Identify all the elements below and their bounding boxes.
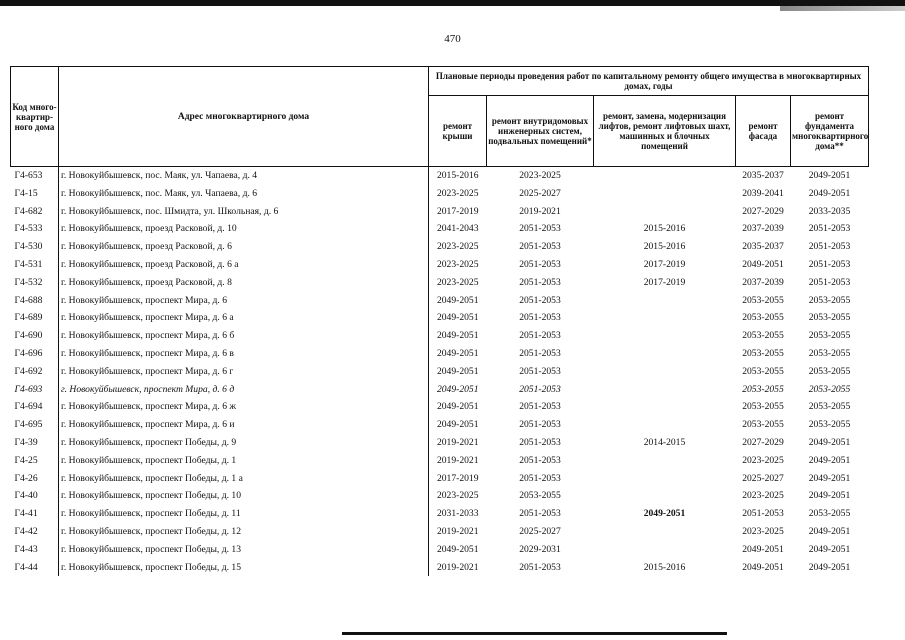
cell-elevator-period: [594, 309, 736, 327]
table-row: [11, 398, 869, 416]
cell-foundation-period: 2049-2051: [808, 525, 851, 537]
cell-engineering-period: 2051-2053: [519, 365, 561, 377]
table-row: [11, 238, 869, 256]
cell-facade-period: 2053-2055: [742, 365, 784, 377]
cell-address: г. Новокуйбышевск, проспект Победы, д. 15: [59, 559, 429, 577]
cell-house-code: Г4-695: [14, 419, 43, 431]
cell-facade-period: 2037-2039: [742, 276, 784, 288]
table-row: [11, 381, 869, 399]
table-row: [11, 434, 869, 452]
cell-foundation-period: 2053-2055: [808, 365, 851, 377]
header-planned-periods: Плановые периоды проведения работ по капитальному ремонту общего имущества в многоквартирных домах, годы: [429, 67, 869, 96]
cell-elevator-period: [594, 523, 736, 541]
cell-facade-period: 2037-2039: [742, 223, 784, 235]
cell-engineering-period: 2051-2053: [519, 223, 561, 235]
cell-engineering-period: 2051-2053: [519, 436, 561, 448]
cell-elevator-period: [594, 167, 736, 185]
cell-foundation-period: 2053-2055: [808, 330, 851, 342]
cell-house-code: Г4-39: [14, 436, 38, 448]
cell-address: г. Новокуйбышевск, проезд Расковой, д. 6 а: [59, 256, 429, 274]
table-row: [11, 345, 869, 363]
table-row: [11, 541, 869, 559]
cell-house-code: Г4-41: [14, 508, 38, 520]
table-row: [11, 220, 869, 238]
cell-engineering-period: 2029-2031: [519, 543, 561, 555]
cell-roof-period: 2049-2051: [429, 398, 487, 416]
cell-facade-period: 2035-2037: [742, 170, 784, 181]
cell-elevator-period: 2017-2019: [643, 258, 686, 270]
cell-house-code: Г4-689: [14, 312, 43, 324]
cell-roof-period: 2049-2051: [429, 541, 487, 559]
cell-house-code: Г4-15: [14, 187, 38, 199]
cell-elevator-period: [594, 327, 736, 345]
cell-roof-period: 2049-2051: [429, 327, 487, 345]
cell-roof-period: 2015-2016: [429, 167, 487, 185]
cell-engineering-period: 2053-2055: [519, 490, 561, 502]
table-row: [11, 505, 869, 523]
cell-engineering-period: 2025-2027: [519, 525, 561, 537]
cell-address: г. Новокуйбышевск, проспект Мира, д. 6 г: [59, 363, 429, 381]
header-facade-repair: ремонт фасада: [736, 96, 791, 167]
cell-foundation-period: 2033-2035: [808, 205, 851, 217]
cell-roof-period: 2031-2033: [429, 505, 487, 523]
cell-house-code: Г4-682: [14, 205, 43, 217]
cell-foundation-period: 2053-2055: [808, 383, 851, 395]
cell-elevator-period: [594, 203, 736, 221]
cell-elevator-period: [594, 398, 736, 416]
cell-elevator-period: [594, 416, 736, 434]
table-row: [11, 363, 869, 381]
cell-foundation-period: 2051-2053: [808, 258, 851, 270]
table-row: [11, 523, 869, 541]
cell-engineering-period: 2051-2053: [519, 312, 561, 324]
cell-engineering-period: 2051-2053: [519, 472, 561, 484]
cell-house-code: Г4-43: [14, 543, 38, 555]
cell-address: г. Новокуйбышевск, проспект Мира, д. 6: [59, 292, 429, 310]
cell-facade-period: 2049-2051: [742, 561, 784, 573]
cell-engineering-period: 2019-2021: [519, 205, 561, 217]
cell-elevator-period: [594, 185, 736, 203]
cell-foundation-period: 2051-2053: [808, 241, 851, 253]
table-row: [11, 167, 869, 185]
cell-foundation-period: 2049-2051: [808, 436, 851, 448]
cell-roof-period: 2023-2025: [429, 256, 487, 274]
cell-address: г. Новокуйбышевск, проспект Мира, д. 6 б: [59, 327, 429, 345]
cell-facade-period: 2053-2055: [742, 294, 784, 306]
cell-address: г. Новокуйбышевск, пос. Шмидта, ул. Школьная, д. 6: [59, 203, 429, 221]
cell-roof-period: 2017-2019: [429, 470, 487, 488]
cell-elevator-period: 2014-2015: [643, 436, 686, 448]
cell-house-code: Г4-26: [14, 472, 38, 484]
cell-engineering-period: 2051-2053: [519, 347, 561, 359]
table-row: [11, 452, 869, 470]
cell-roof-period: 2019-2021: [429, 559, 487, 577]
cell-address: г. Новокуйбышевск, пос. Маяк, ул. Чапаева, д. 4: [59, 167, 429, 185]
cell-address: г. Новокуйбышевск, проспект Победы, д. 1 а: [59, 470, 429, 488]
cell-house-code: Г4-696: [14, 347, 43, 359]
cell-engineering-period: 2051-2053: [519, 276, 561, 288]
page-number: 470: [444, 33, 461, 45]
cell-roof-period: 2049-2051: [429, 345, 487, 363]
cell-elevator-period: [594, 470, 736, 488]
cell-elevator-period: [594, 452, 736, 470]
header-foundation-repair: ремонт фундамента многоквартирного дома**: [791, 96, 869, 167]
top-scan-border-fade: [780, 6, 905, 11]
cell-address: г. Новокуйбышевск, проспект Победы, д. 1: [59, 452, 429, 470]
cell-house-code: Г4-690: [14, 330, 43, 342]
cell-foundation-period: 2053-2055: [808, 508, 851, 520]
cell-roof-period: 2023-2025: [429, 274, 487, 292]
cell-foundation-period: 2051-2053: [808, 276, 851, 288]
cell-facade-period: 2025-2027: [742, 472, 784, 484]
cell-engineering-period: 2051-2053: [519, 561, 561, 573]
cell-elevator-period: 2015-2016: [643, 223, 686, 235]
table-row: [11, 203, 869, 221]
cell-facade-period: 2035-2037: [742, 241, 784, 253]
cell-roof-period: 2017-2019: [429, 203, 487, 221]
cell-elevator-period: [594, 292, 736, 310]
cell-house-code: Г4-688: [14, 294, 43, 306]
cell-roof-period: 2019-2021: [429, 523, 487, 541]
cell-facade-period: 2023-2025: [742, 525, 784, 537]
table-row: [11, 470, 869, 488]
cell-facade-period: 2049-2051: [742, 258, 784, 270]
cell-facade-period: 2051-2053: [742, 508, 784, 520]
cell-roof-period: 2049-2051: [429, 416, 487, 434]
cell-foundation-period: 2049-2051: [808, 454, 851, 466]
table-row: [11, 274, 869, 292]
cell-elevator-period: [594, 541, 736, 559]
cell-elevator-period: 2049-2051: [643, 508, 686, 520]
cell-address: г. Новокуйбышевск, проспект Победы, д. 11: [59, 505, 429, 523]
cell-facade-period: 2053-2055: [742, 401, 784, 413]
cell-house-code: Г4-44: [14, 561, 38, 573]
cell-facade-period: 2023-2025: [742, 454, 784, 466]
cell-address: г. Новокуйбышевск, проспект Мира, д. 6 в: [59, 345, 429, 363]
cell-elevator-period: [594, 345, 736, 363]
cell-roof-period: 2023-2025: [429, 238, 487, 256]
cell-engineering-period: 2051-2053: [519, 401, 561, 413]
cell-address: г. Новокуйбышевск, проспект Победы, д. 10: [59, 487, 429, 505]
cell-roof-period: 2049-2051: [429, 381, 487, 399]
cell-roof-period: 2049-2051: [429, 309, 487, 327]
table-row: [11, 559, 869, 577]
top-scan-border: [0, 0, 905, 6]
cell-engineering-period: 2023-2025: [519, 170, 561, 181]
cell-address: г. Новокуйбышевск, проспект Мира, д. 6 и: [59, 416, 429, 434]
cell-facade-period: 2023-2025: [742, 490, 784, 502]
cell-roof-period: 2019-2021: [429, 434, 487, 452]
cell-foundation-period: 2053-2055: [808, 419, 851, 431]
cell-engineering-period: 2051-2053: [519, 454, 561, 466]
cell-foundation-period: 2053-2055: [808, 312, 851, 324]
cell-address: г. Новокуйбышевск, пос. Маяк, ул. Чапаева, д. 6: [59, 185, 429, 203]
cell-foundation-period: 2053-2055: [808, 347, 851, 359]
cell-house-code: Г4-692: [14, 365, 43, 377]
cell-house-code: Г4-531: [14, 258, 43, 270]
table-row: [11, 309, 869, 327]
cell-address: г. Новокуйбышевск, проезд Расковой, д. 6: [59, 238, 429, 256]
cell-engineering-period: 2051-2053: [519, 330, 561, 342]
header-roof-repair: ремонт крыши: [429, 96, 487, 167]
cell-facade-period: 2053-2055: [742, 383, 784, 395]
cell-house-code: Г4-40: [14, 490, 38, 502]
cell-house-code: Г4-532: [14, 276, 43, 288]
cell-address: г. Новокуйбышевск, проспект Победы, д. 9: [59, 434, 429, 452]
cell-house-code: Г4-653: [14, 170, 43, 181]
cell-roof-period: 2019-2021: [429, 452, 487, 470]
cell-engineering-period: 2051-2053: [519, 508, 561, 520]
cell-elevator-period: [594, 487, 736, 505]
cell-house-code: Г4-530: [14, 241, 43, 253]
cell-house-code: Г4-533: [14, 223, 43, 235]
cell-elevator-period: 2015-2016: [643, 241, 686, 253]
cell-engineering-period: 2051-2053: [519, 258, 561, 270]
cell-elevator-period: [594, 363, 736, 381]
cell-engineering-period: 2051-2053: [519, 241, 561, 253]
table-body: [11, 167, 869, 577]
bottom-scan-border: [342, 632, 727, 635]
cell-roof-period: 2049-2051: [429, 292, 487, 310]
table-row: [11, 327, 869, 345]
cell-foundation-period: 2049-2051: [808, 561, 851, 573]
cell-foundation-period: 2049-2051: [808, 170, 851, 181]
cell-foundation-period: 2049-2051: [808, 490, 851, 502]
cell-address: г. Новокуйбышевск, проспект Победы, д. 12: [59, 523, 429, 541]
header-engineering-repair: ремонт внутридомовых инженерных систем, подвальных помещений*: [487, 96, 594, 167]
cell-address: г. Новокуйбышевск, проспект Мира, д. 6 а: [59, 309, 429, 327]
cell-address: г. Новокуйбышевск, проспект Мира, д. 6 ж: [59, 398, 429, 416]
cell-elevator-period: [594, 381, 736, 399]
cell-engineering-period: 2051-2053: [519, 294, 561, 306]
cell-foundation-period: 2049-2051: [808, 187, 851, 199]
cell-address: г. Новокуйбышевск, проезд Расковой, д. 8: [59, 274, 429, 292]
cell-roof-period: 2023-2025: [429, 185, 487, 203]
cell-house-code: Г4-693: [14, 383, 43, 395]
cell-elevator-period: 2017-2019: [643, 276, 686, 288]
cell-foundation-period: 2053-2055: [808, 401, 851, 413]
table-row: [11, 487, 869, 505]
table-row: [11, 416, 869, 434]
cell-roof-period: 2023-2025: [429, 487, 487, 505]
cell-facade-period: 2027-2029: [742, 436, 784, 448]
capital-repair-table: [10, 66, 869, 576]
cell-elevator-period: 2015-2016: [643, 561, 686, 573]
cell-facade-period: 2053-2055: [742, 330, 784, 342]
cell-facade-period: 2039-2041: [742, 187, 784, 199]
table-row: [11, 292, 869, 310]
cell-address: г. Новокуйбышевск, проспект Мира, д. 6 д: [59, 381, 429, 399]
cell-facade-period: 2053-2055: [742, 312, 784, 324]
table-row: [11, 185, 869, 203]
cell-roof-period: 2041-2043: [429, 220, 487, 238]
cell-facade-period: 2049-2051: [742, 543, 784, 555]
cell-facade-period: 2027-2029: [742, 205, 784, 217]
cell-foundation-period: 2049-2051: [808, 472, 851, 484]
cell-address: г. Новокуйбышевск, проспект Победы, д. 13: [59, 541, 429, 559]
cell-facade-period: 2053-2055: [742, 419, 784, 431]
cell-facade-period: 2053-2055: [742, 347, 784, 359]
cell-engineering-period: 2025-2027: [519, 187, 561, 199]
header-house-code: Код много-квартир-ного дома: [11, 67, 59, 167]
cell-foundation-period: 2051-2053: [808, 223, 851, 235]
table-row: [11, 256, 869, 274]
cell-address: г. Новокуйбышевск, проезд Расковой, д. 10: [59, 220, 429, 238]
cell-house-code: Г4-25: [14, 454, 38, 466]
cell-engineering-period: 2051-2053: [519, 383, 561, 395]
cell-foundation-period: 2053-2055: [808, 294, 851, 306]
header-elevator-repair: ремонт, замена, модернизация лифтов, ремонт лифтовых шахт, машинных и блочных помещений: [594, 96, 736, 167]
cell-house-code: Г4-42: [14, 525, 38, 537]
cell-engineering-period: 2051-2053: [519, 419, 561, 431]
header-address: Адрес многоквартирного дома: [59, 67, 429, 167]
cell-roof-period: 2049-2051: [429, 363, 487, 381]
cell-house-code: Г4-694: [14, 401, 43, 413]
cell-foundation-period: 2049-2051: [808, 543, 851, 555]
